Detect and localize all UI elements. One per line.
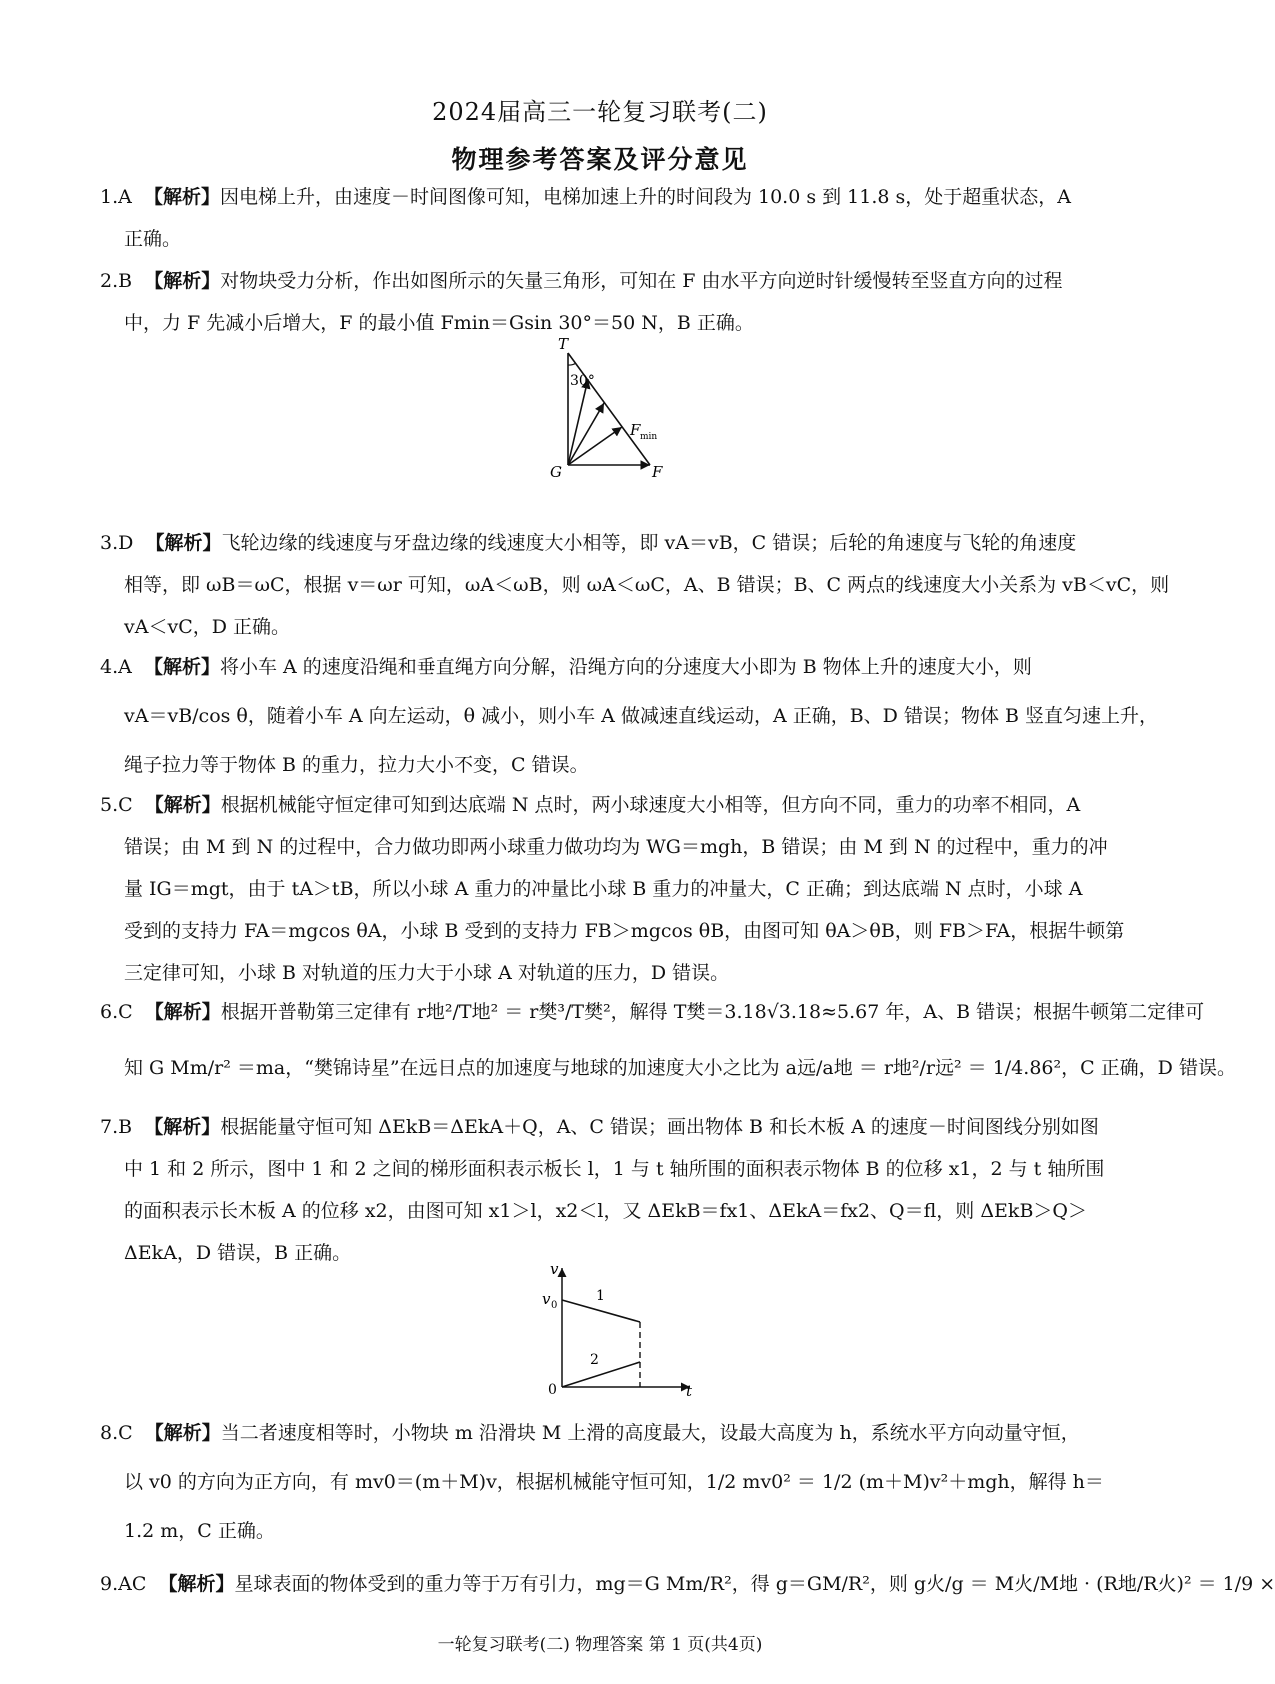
- answer-line: 以 v0 的方向为正方向，有 mv0＝(m＋M)v，根据机械能守恒可知，1/2 mv0² ＝ 1/2 (m＋M)v²＋mgh，解得 h＝: [124, 1471, 1104, 1493]
- line-2: [562, 1362, 640, 1387]
- answer-number: 4.A: [100, 656, 132, 678]
- label-v: v: [550, 1260, 559, 1278]
- label-origin: 0: [548, 1382, 557, 1398]
- velocity-time-graph: [540, 1262, 700, 1402]
- analysis-tag: 【解析】: [158, 1573, 235, 1595]
- answer-4: [100, 646, 1158, 786]
- answer-7: [100, 1106, 1110, 1274]
- label-line-1: 1: [596, 1288, 605, 1304]
- answer-line: 根据机械能守恒定律可知到达底端 N 点时，两小球速度大小相等，但方向不同，重力的功率不相同，A: [220, 794, 1081, 816]
- answer-9: [100, 1556, 1275, 1612]
- answer-line: 星球表面的物体受到的重力等于万有引力，mg＝G Mm/R²，得 g＝GM/R²，则 g火/g ＝ M火/M地 · (R地/R火)² ＝ 1/9 ×: [234, 1573, 1275, 1595]
- f-arrow-mid: [568, 403, 604, 465]
- analysis-tag: 【解析】: [143, 186, 220, 208]
- force-triangle-figure: [540, 335, 680, 485]
- answer-line: 飞轮边缘的线速度与牙盘边缘的线速度大小相等，即 vA＝vB，C 错误；后轮的角速度与飞轮的角速度: [221, 532, 1077, 554]
- answer-line: 正确。: [124, 228, 182, 250]
- answer-line: 相等，即 ωB＝ωC，根据 v＝ωr 可知，ωA＜ωB，则 ωA＜ωC，A、B 错误；B、C 两点的线速度大小关系为 vB＜vC，则: [124, 574, 1170, 596]
- answer-line: 的面积表示长木板 A 的位移 x2，由图可知 x1＞l，x2＜l，又 ΔEkB＝fx1、ΔEkA＝fx2、Q＝fl，则 ΔEkB＞Q＞: [124, 1200, 1087, 1222]
- analysis-tag: 【解析】: [144, 1422, 221, 1444]
- answer-line: 受到的支持力 FA＝mgcos θA，小球 B 受到的支持力 FB＞mgcos θB，由图可知 θA＞θB，则 FB＞FA，根据牛顿第: [124, 920, 1125, 942]
- answer-line: 根据开普勒第三定律有 r地²/T地² ＝ r樊³/T樊²，解得 T樊＝3.18√3.18≈5.67 年，A、B 错误；根据牛顿第二定律可: [220, 1001, 1205, 1023]
- analysis-tag: 【解析】: [144, 1116, 221, 1138]
- answer-number: 5.C: [100, 794, 133, 816]
- analysis-tag: 【解析】: [143, 656, 220, 678]
- answer-number: 1.A: [100, 186, 132, 208]
- answer-number: 2.B: [100, 270, 133, 292]
- analysis-tag: 【解析】: [145, 532, 222, 554]
- answer-line: 三定律可知，小球 B 对轨道的压力大于小球 A 对轨道的压力，D 错误。: [124, 962, 730, 984]
- answer-line: 根据能量守恒可知 ΔEkB＝ΔEkA＋Q，A、C 错误；画出物体 B 和长木板 A 的速度－时间图线分别如图: [220, 1116, 1099, 1138]
- label-g: G: [550, 463, 562, 481]
- answer-line: 绳子拉力等于物体 B 的重力，拉力大小不变，C 错误。: [124, 754, 589, 776]
- answer-line: vA＜vC，D 正确。: [124, 616, 290, 638]
- label-angle: 30°: [570, 373, 595, 389]
- label-t: t: [686, 1382, 693, 1400]
- answer-line: 中 1 和 2 所示，图中 1 和 2 之间的梯形面积表示板长 l，1 与 t 轴所围的面积表示物体 B 的位移 x1，2 与 t 轴所围: [124, 1158, 1105, 1180]
- analysis-tag: 【解析】: [144, 794, 221, 816]
- label-v0: v: [542, 1290, 551, 1308]
- answer-number: 8.C: [100, 1422, 133, 1444]
- answer-number: 3.D: [100, 532, 134, 554]
- label-fmin-sub: min: [640, 432, 658, 442]
- analysis-tag: 【解析】: [144, 1001, 221, 1023]
- label-fmin: F: [630, 421, 641, 439]
- answer-line: 因电梯上升，由速度－时间图像可知，电梯加速上升的时间段为 10.0 s 到 11.8 s，处于超重状态，A: [219, 186, 1072, 208]
- answer-1: [100, 176, 1110, 260]
- answer-number: 7.B: [100, 1116, 133, 1138]
- page-footer: 一轮复习联考(二) 物理答案 第 1 页(共4页): [437, 1635, 763, 1655]
- label-t: T: [558, 335, 569, 353]
- answer-number: 9.AC: [100, 1573, 147, 1595]
- answer-line: 中，力 F 先减小后增大，F 的最小值 Fmin＝Gsin 30°＝50 N，B 正确。: [124, 312, 754, 334]
- answer-line: 量 IG＝mgt，由于 tA＞tB，所以小球 A 重力的冲量比小球 B 重力的冲量大，C 正确；到达底端 N 点时，小球 A: [124, 878, 1083, 900]
- answer-line: 错误；由 M 到 N 的过程中，合力做功即两小球重力做功均为 WG＝mgh，B 错误；由 M 到 N 的过程中，重力的冲: [124, 836, 1108, 858]
- answer-line: 当二者速度相等时，小物块 m 沿滑块 M 上滑的高度最大，设最大高度为 h，系统水平方向动量守恒，: [220, 1422, 1080, 1444]
- answer-3: [100, 522, 1170, 648]
- answer-line: 知 G Mm/r² ＝ma，“樊锦诗星”在远日点的加速度与地球的加速度大小之比为 a远/a地 ＝ r地²/r远² ＝ 1/4.86²，C 正确，D 错误。: [124, 1057, 1236, 1079]
- label-v0-sub: 0: [551, 1300, 558, 1311]
- answer-8: [100, 1412, 1110, 1552]
- label-line-2: 2: [590, 1352, 599, 1368]
- page-title: 2024届高三一轮复习联考(二): [432, 98, 768, 126]
- answer-line: 将小车 A 的速度沿绳和垂直绳方向分解，沿绳方向的分速度大小即为 B 物体上升的速度大小，则: [219, 656, 1032, 678]
- answer-6: [100, 984, 1236, 1096]
- answer-2: [100, 260, 1110, 344]
- page-subtitle: 物理参考答案及评分意见: [451, 145, 749, 174]
- answer-5: [100, 784, 1125, 994]
- answer-line: vA＝vB/cos θ，随着小车 A 向左运动，θ 减小，则小车 A 做减速直线运动，A 正确，B、D 错误；物体 B 竖直匀速上升，: [124, 705, 1158, 727]
- answer-line: ΔEkA，D 错误，B 正确。: [124, 1242, 352, 1264]
- answer-line: 对物块受力分析，作出如图所示的矢量三角形，可知在 F 由水平方向逆时针缓慢转至竖直方向的过程: [220, 270, 1063, 292]
- answer-number: 6.C: [100, 1001, 133, 1023]
- answer-line: 1.2 m，C 正确。: [124, 1520, 275, 1542]
- label-f: F: [652, 463, 663, 481]
- analysis-tag: 【解析】: [144, 270, 221, 292]
